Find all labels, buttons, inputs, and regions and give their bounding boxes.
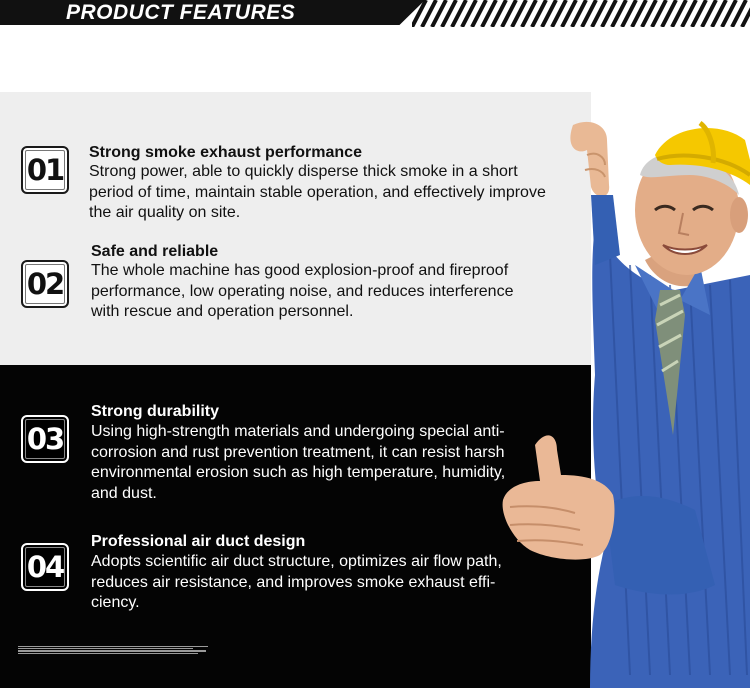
feature-number-badge: 02: [21, 260, 69, 308]
feature-item-04: [21, 533, 561, 613]
header-banner: [0, 0, 750, 27]
feature-item-03: [21, 403, 561, 505]
feature-description: Strong power, able to quickly disperse thick smoke in a short period of time, maintain stable operation, and effectively improve the air quality on site.: [89, 163, 546, 221]
feature-item-02: [21, 243, 561, 330]
feature-number-badge: 01: [21, 146, 69, 194]
feature-number-badge: 04: [21, 543, 69, 591]
feature-number-badge: 03: [21, 415, 69, 463]
feature-description: The whole machine has good explosion-proof and fireproof performance, low operating noise, and reduces interference with rescue and operation personnel.: [91, 262, 514, 320]
feature-title: Strong durability: [91, 403, 219, 420]
worker-thumbs-up-illustration: [495, 115, 750, 688]
feature-title: Safe and reliable: [91, 243, 219, 260]
fine-print-lines: [18, 645, 258, 655]
feature-description: Using high-strength materials and undergoing special anti-corrosion and rust prevention treatment, it can resist harsh environmental erosion such as high temperature, humidity, and dust.: [91, 423, 506, 502]
feature-item-01: [21, 146, 561, 226]
diagonal-stripes-icon: [412, 0, 750, 27]
feature-description: Adopts scientific air duct structure, optimizes air flow path, reduces air resistance, and improves smoke exhaust effi-ciency.: [91, 553, 502, 611]
feature-title: Professional air duct design: [91, 533, 306, 550]
feature-title: Strong smoke exhaust performance: [89, 144, 362, 161]
page-title: PRODUCT FEATURES: [66, 1, 296, 24]
